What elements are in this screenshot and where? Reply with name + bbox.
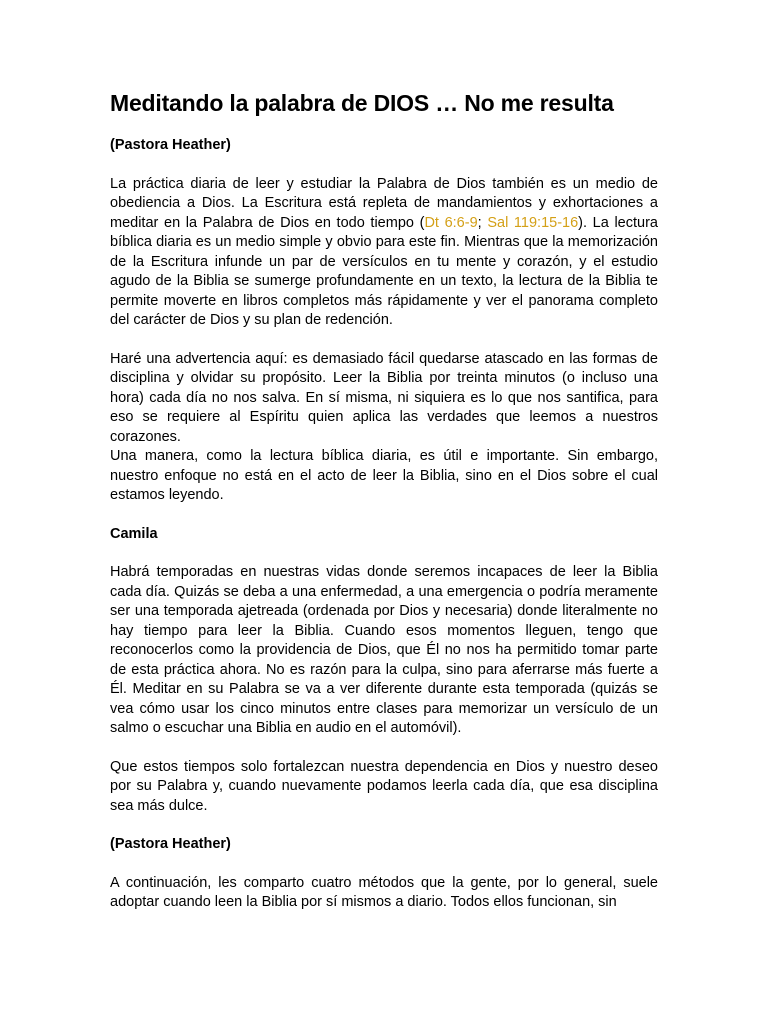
paragraph-1 xyxy=(110,175,658,331)
paragraph-2: Haré una advertencia aquí: es demasiado fácil quedarse atascado en las formas de disciplina y olvidar su propósito. Leer la Biblia por treinta minutos (o incluso una hora) cada día no nos salva. En sí misma, ni siquiera es lo que nos santifica, para eso se requiere al Espíritu quien aplica las verdades que leemos a nuestros corazones. xyxy=(110,350,658,445)
scripture-link-dt[interactable]: Dt 6:6-9 xyxy=(424,214,478,231)
paragraph-1-text-b: ). La lectura bíblica diaria es un medio simple y obvio para este fin. Mientras que la memorización de la Escritura infunde un par de versículos en tu mente y corazón, y el estudio agudo de la Biblia se sumerge profundamente en un texto, la lectura de la Biblia te permite moverte en libros completos más rápidamente y ver el panorama completo del carácter de Dios y su plan de redención. xyxy=(110,214,658,328)
paragraph-1-sep: ; xyxy=(477,214,488,231)
author-heading-1: (Pastora Heather) xyxy=(110,137,231,153)
author-heading-3: (Pastora Heather) xyxy=(110,836,231,852)
scripture-link-sal[interactable]: Sal 119:15-16 xyxy=(487,214,579,231)
paragraph-5: Que estos tiempos solo fortalezcan nuestra dependencia en Dios y nuestro deseo por su Palabra y, cuando nuevamente podamos leerla cada día, que esa disciplina sea más dulce. xyxy=(110,758,658,814)
document-title: Meditando la palabra de DIOS … No me resulta xyxy=(110,90,614,116)
paragraph-1-text-a: La práctica diaria de leer y estudiar la Palabra de Dios también es un medio de obediencia a Dios. La Escritura está repleta de mandamientos y exhortaciones a meditar en la Palabra de Dios en todo tiempo ( xyxy=(110,175,658,231)
paragraph-3: Una manera, como la lectura bíblica diaria, es útil e importante. Sin embargo, nuestro enfoque no está en el acto de leer la Biblia, sino en el Dios sobre el cual estamos leyendo. xyxy=(110,448,658,503)
paragraph-4: Habrá temporadas en nuestras vidas donde seremos incapaces de leer la Biblia cada día. Quizás se deba a una enfermedad, a una emergencia o podría meramente ser una temporada ajetreada (ordenada por Dios y necesaria) donde literalmente no hay tiempo para leer la Biblia. Cuando esos momentos lleguen, tengo que reconocerlos como la providencia de Dios, que Él no nos ha permitido tomar parte de esta práctica ahora. No es razón para la culpa, sino para aferrarse más fuerte a Él. Meditar en su Palabra se va a ver diferente durante esta temporada (quizás se vea cómo usar los cinco minutos entre clases para memorizar un versículo de un salmo o escuchar una Biblia en audio en el automóvil). xyxy=(110,564,658,736)
author-heading-2: Camila xyxy=(110,525,158,542)
paragraph-6: A continuación, les comparto cuatro métodos que la gente, por lo general, suele adoptar cuando leen la Biblia por sí mismos a diario. Todos ellos funcionan, sin xyxy=(110,874,658,910)
